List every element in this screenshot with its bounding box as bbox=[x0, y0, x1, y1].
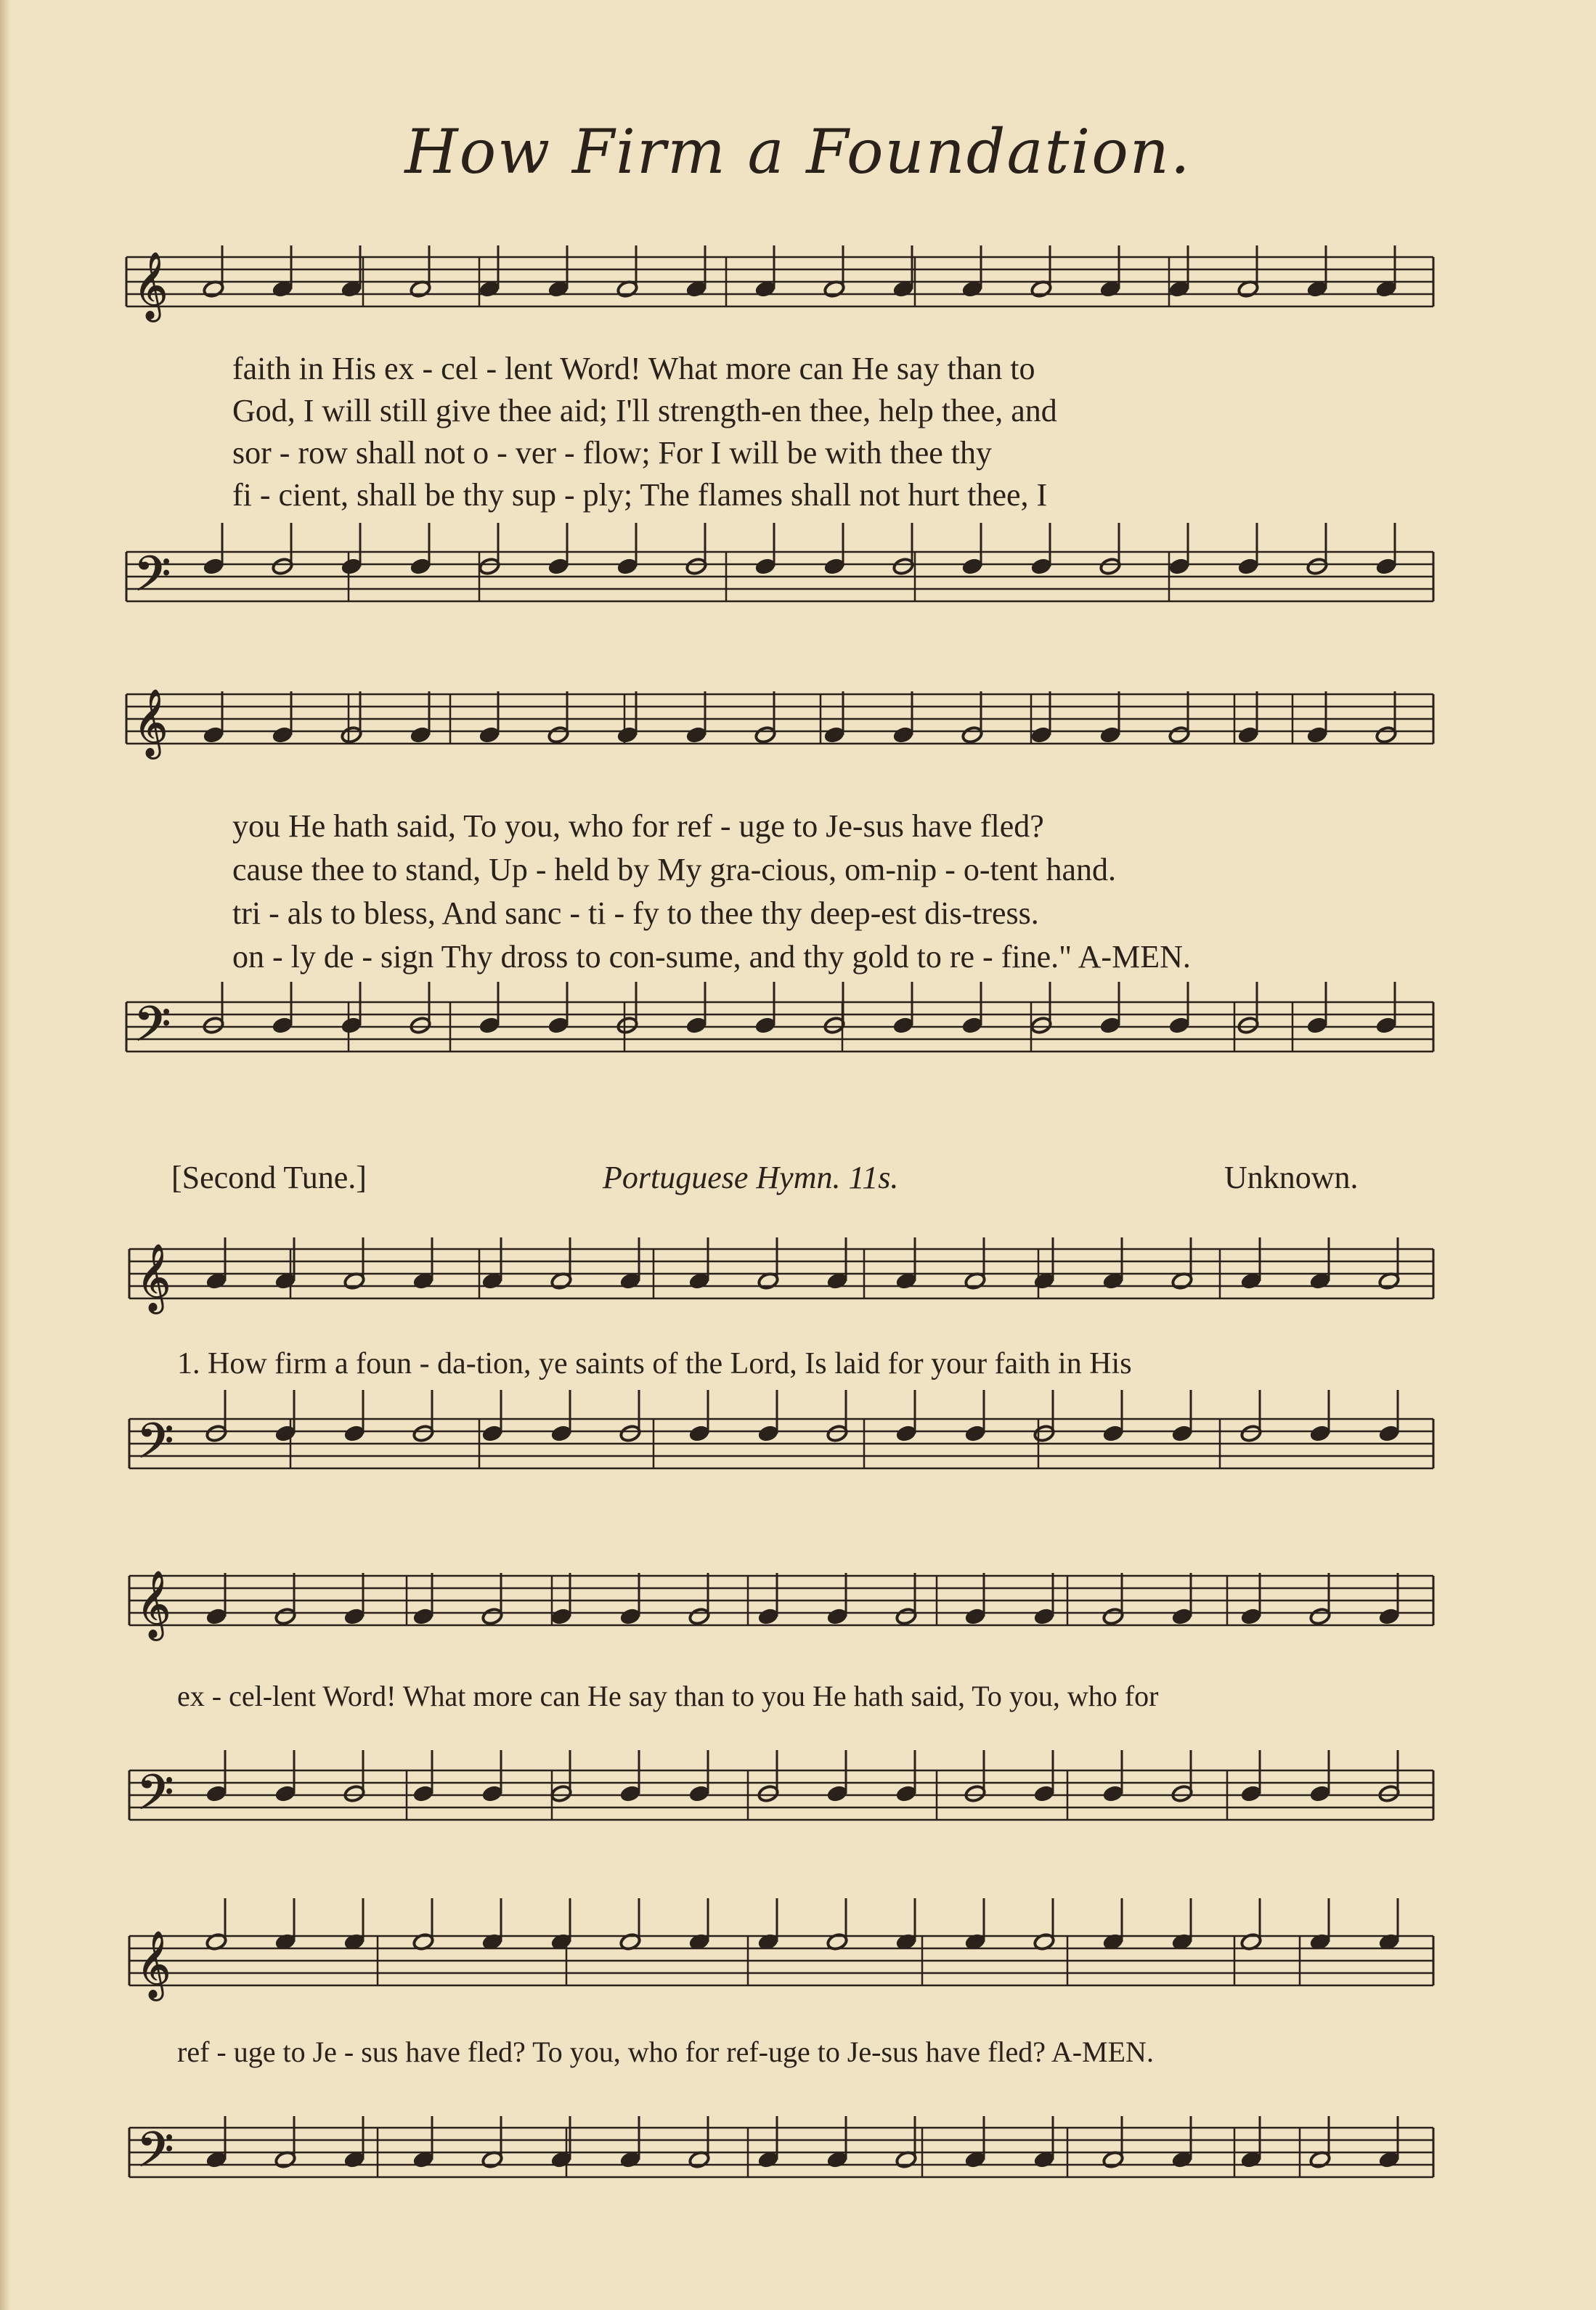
bass-clef: 𝄢 bbox=[137, 1765, 174, 1832]
composer: Unknown. bbox=[1224, 1160, 1359, 1195]
lyric-line: you He hath said, To you, who for ref - uge to Je-sus have fled? bbox=[232, 808, 1044, 844]
lyric-line: ex - cel-lent Word! What more can He say than to you He hath said, To you, who for bbox=[177, 1680, 1159, 1712]
treble-clef: 𝄞 bbox=[137, 1570, 171, 1638]
lyric-line: on - ly de - sign Thy dross to con-sume, and thy gold to re - fine." A-MEN. bbox=[232, 939, 1191, 975]
bass-clef: 𝄢 bbox=[137, 2122, 174, 2189]
bass-clef: 𝄢 bbox=[137, 1413, 174, 1481]
lyric-line: tri - als to bless, And sanc - ti - fy to thee thy deep-est dis-tress. bbox=[232, 895, 1039, 931]
lyric-line: ref - uge to Je - sus have fled? To you, who for ref-uge to Je-sus have fled? A-MEN. bbox=[177, 2036, 1154, 2068]
lyric-line: God, I will still give thee aid; I'll strength-en thee, help thee, and bbox=[232, 393, 1057, 428]
tune-name: Portuguese Hymn. 11s. bbox=[603, 1160, 899, 1195]
bass-clef: 𝄢 bbox=[134, 546, 171, 614]
lyric-line: cause thee to stand, Up - held by My gra-cious, om-nip - o-tent hand. bbox=[232, 852, 1117, 887]
treble-clef: 𝄞 bbox=[134, 688, 168, 756]
treble-clef: 𝄞 bbox=[134, 251, 168, 319]
lyric-line: 1. How firm a foun - da-tion, ye saints of the Lord, Is laid for your faith in His bbox=[177, 1347, 1132, 1380]
lyric-line: fi - cient, shall be thy sup - ply; The flames shall not hurt thee, I bbox=[232, 477, 1048, 513]
treble-clef: 𝄞 bbox=[137, 1243, 171, 1311]
lyric-line: faith in His ex - cel - lent Word! What more can He say than to bbox=[232, 351, 1035, 386]
lyric-line: sor - row shall not o - ver - flow; For I will be with thee thy bbox=[232, 435, 993, 471]
hymn-title: How Firm a Foundation. bbox=[404, 116, 1192, 187]
second-tune-label: [Second Tune.] bbox=[171, 1160, 367, 1195]
bass-clef: 𝄢 bbox=[134, 996, 171, 1064]
treble-clef: 𝄞 bbox=[137, 1930, 171, 1998]
